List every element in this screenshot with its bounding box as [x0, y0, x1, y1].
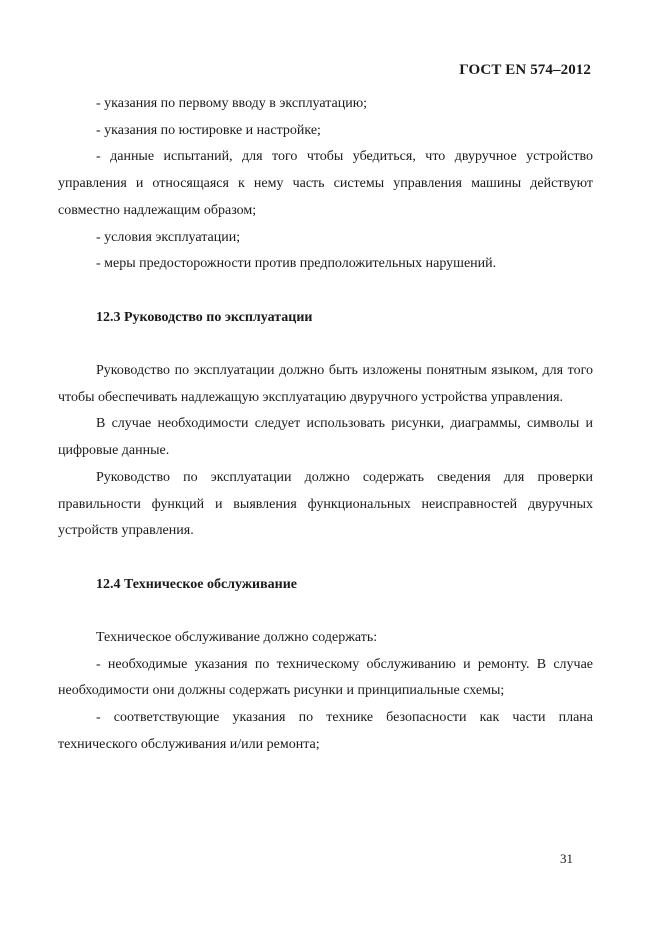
paragraph: Техническое обслуживание должно содержать: — [96, 630, 378, 645]
spacer — [58, 598, 593, 625]
section-heading-12-3: 12.3 Руководство по эксплуатации — [96, 309, 313, 325]
list-item: - указания по первому вводу в эксплуатацию; — [96, 96, 368, 111]
spacer — [58, 331, 593, 358]
paragraph: Руководство по эксплуатации должно содержать сведения для проверки правильности функций и выявления функциональных неисправностей двуручных устройств управления. — [58, 469, 593, 539]
paragraph: Руководство по эксплуатации должно быть изложены понятным языком, для того чтобы обеспечивать надлежащую эксплуатацию двуручного устройства управления. — [58, 363, 593, 405]
document-header: ГОСТ EN 574–2012 — [459, 62, 591, 78]
list-item: - указания по юстировке и настройке; — [96, 122, 321, 138]
page-number: 31 — [560, 851, 573, 866]
paragraph: В случае необходимости следует использовать рисунки, диаграммы, символы и цифровые данные. — [58, 416, 593, 459]
spacer — [58, 278, 593, 305]
list-item: - необходимые указания по техническому обслуживанию и ремонту. В случае необходимости они должны содержать рисунки и принципиальные схемы; — [58, 656, 593, 699]
list-item: - условия эксплуатации; — [96, 229, 241, 245]
list-item: - данные испытаний, для того чтобы убедиться, что двуручное устройство управления и относящаяся к нему часть системы управления машины действуют совместно надлежащим образом; — [58, 149, 593, 218]
list-item: - соответствующие указания по технике безопасности как части плана технического обслуживания и/или ремонта; — [58, 710, 593, 752]
spacer — [58, 545, 593, 572]
section-heading-12-4: 12.4 Техническое обслуживание — [96, 576, 297, 592]
page-content — [58, 91, 593, 759]
list-item: - меры предосторожности против предположительных нарушений. — [96, 256, 497, 272]
